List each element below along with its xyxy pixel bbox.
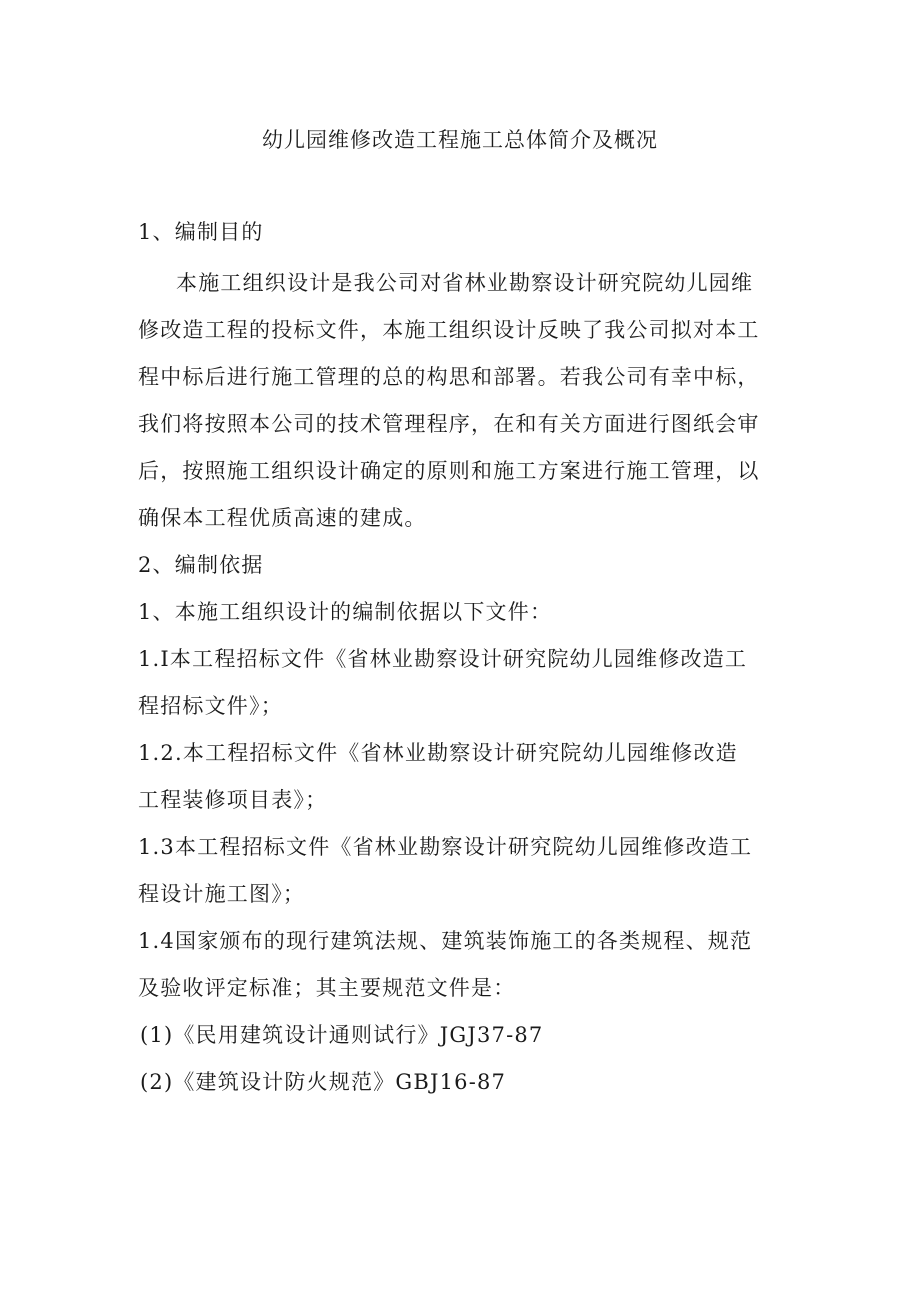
standard-item: (1)《民用建筑设计通则试行》JGJ37-87	[140, 1023, 544, 1047]
basis-item-line: 程招标文件》；	[138, 694, 283, 718]
paragraph-line: 我们将按照本公司的技术管理程序，在和有关方面进行图纸会审	[138, 412, 760, 436]
paragraph-line: 程中标后进行施工管理的总的构思和部署。若我公司有幸中标，	[138, 365, 760, 389]
basis-intro: 1、本施工组织设计的编制依据以下文件：	[138, 600, 553, 624]
basis-section	[138, 542, 788, 1106]
basis-item-line: 1.4国家颁布的现行建筑法规、建筑装饰施工的各类规程、规范	[138, 929, 753, 953]
section-heading-basis: 2、编制依据	[138, 553, 264, 577]
document-title: 幼儿园维修改造工程施工总体简介及概况	[262, 128, 658, 152]
standard-item: (2)《建筑设计防火规范》GBJ16-87	[140, 1070, 507, 1094]
basis-item-line: 1.3本工程招标文件《省林业勘察设计研究院幼儿园维修改造工	[138, 835, 753, 859]
basis-item-line: 及验收评定标准；其主要规范文件是：	[138, 976, 516, 1000]
basis-item-line: 工程装修项目表》；	[138, 788, 328, 812]
document-body	[138, 210, 788, 1106]
paragraph-line: 本施工组织设计是我公司对省林业勘察设计研究院幼儿园维	[176, 271, 754, 295]
paragraph-line: 确保本工程优质高速的建成。	[138, 506, 427, 530]
purpose-paragraph	[138, 260, 788, 542]
basis-item-line: 程设计施工图》；	[138, 882, 306, 906]
basis-item-line: 1.I本工程招标文件《省林业勘察设计研究院幼儿园维修改造工	[138, 647, 748, 671]
paragraph-line: 修改造工程的投标文件，本施工组织设计反映了我公司拟对本工	[138, 318, 760, 342]
basis-item-line: 1.2.本工程招标文件《省林业勘察设计研究院幼儿园维修改造	[138, 741, 738, 765]
paragraph-line: 后，按照施工组织设计确定的原则和施工方案进行施工管理，以	[138, 459, 760, 483]
section-heading-purpose: 1、编制目的	[138, 220, 264, 244]
